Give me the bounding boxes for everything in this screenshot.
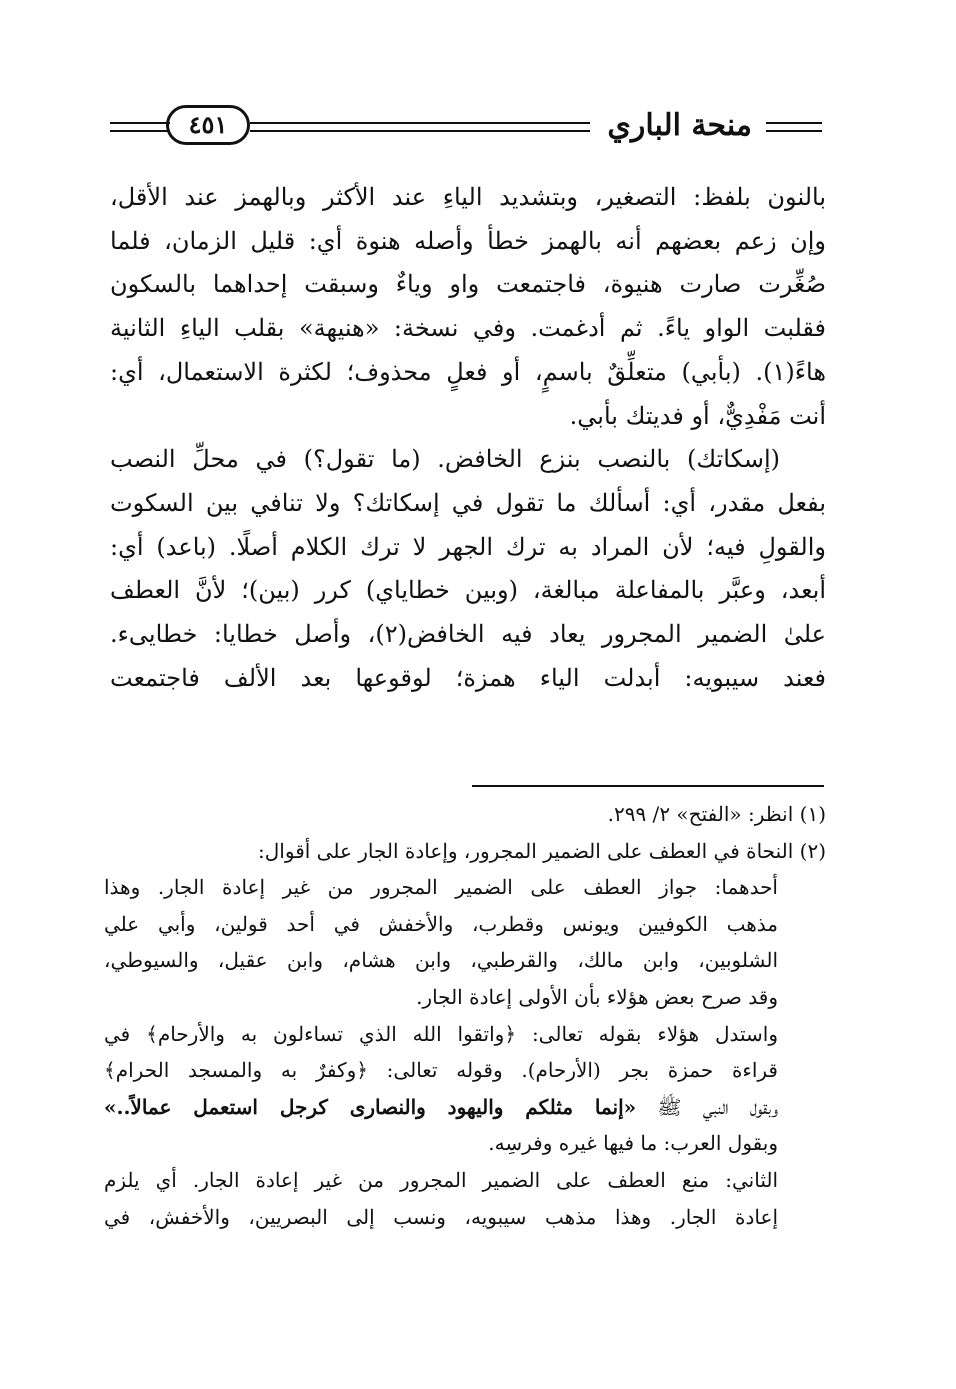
footnote-line: وبقول العرب: ما فيها غيره وفرسِه. [488,1131,778,1156]
body-line: فعند سيبويه: أبدلت الياء همزة؛ لوقوعها بعد الألف فاجتمعت [110,663,826,692]
header-rule-right [766,122,822,132]
hadith-prefix: وبقول النبي ﷺ [657,1094,779,1119]
body-line: صُغِّرت صارت هنيوة، فاجتمعت واو وياءٌ وسبقت إحداهما بالسكون [110,270,826,299]
footnote-line: قراءة حمزة بجر (الأرحام). وقوله تعالى: ﴿وكفرٌ به والمسجد الحرام﴾ [104,1058,778,1083]
footnote-line: الشلوبين، وابن مالك، والقرطبي، وابن هشام، وابن عقيل، والسيوطي، [104,948,778,973]
header-rule-middle [250,122,590,132]
page-number: ٤٥١ [166,105,250,145]
footnote-1: (١) انظر: «الفتح» ٢/ ٢٩٩. [607,802,826,826]
footnotes [104,796,826,1235]
footnote-line: مذهب الكوفيين ويونس وقطرب، والأخفش في أحد قولين، وأبي علي [104,911,778,936]
header-rule-left [110,122,170,132]
footnote-2-heading: (٢) النحاة في العطف على الضمير المجرور، وإعادة الجار على أقوال: [258,838,826,863]
hadith-text: «إنما مثلكم واليهود والنصارى كرجل استعمل عمالاً..» [104,1094,637,1119]
body-line: علىٰ الضمير المجرور يعاد فيه الخافض(٢)، وأصل خطايا: خطايىء. [110,620,826,649]
body-line: أبعد، وعبَّر بالمفاعلة مبالغة، (وبين خطاياي) كرر (بين)؛ لأنَّ العطف [110,576,826,605]
page-header [110,100,822,160]
body-line: والقولِ فيه؛ لأن المراد به ترك الجهر لا ترك الكلام أصلًا. (باعد) أي: [110,532,826,561]
body-line: وإن زعم بعضهم أنه بالهمز خطأ وأصله هنوة أي: قليل الزمان، فلما [110,226,826,255]
body-line: هاءً(١). (بأبي) متعلِّقٌ باسمٍ، أو فعلٍ محذوف؛ لكثرة الاستعمال، أي: [110,357,826,386]
footnote-line: الثاني: منع العطف على الضمير المجرور من غير إعادة الجار. أي يلزم [104,1167,779,1192]
footnote-hadith-line [104,1089,778,1126]
body-line: فقلبت الواو ياءً. ثم أدغمت. وفي نسخة: «هنيهة» بقلب الياءِ الثانية [110,314,826,343]
body-line: بالنون بلفظ: التصغير، وبتشديد الياءِ عند الأكثر وبالهمز عند الأقل، [110,183,826,211]
footnote-line: وقد صرح بعض هؤلاء بأن الأولى إعادة الجار. [416,984,778,1009]
body-line: بفعل مقدر، أي: أسألك ما تقول في إسكاتك؟ ولا تنافي بين السكوت [110,488,826,517]
footnote-line: أحدهما: جواز العطف على الضمير المجرور من غير إعادة الجار. وهذا [104,875,778,900]
main-text [110,176,826,700]
body-line: أنت مَفْدِيٌّ، أو فديتك بأبي. [569,401,826,430]
footnote-line: إعادة الجار. وهذا مذهب سيبويه، ونسب إلى البصريين، والأخفش، في [104,1204,778,1229]
book-title: منحة الباري [607,108,752,143]
footnote-separator [472,785,824,787]
body-line: (إسكاتك) بالنصب بنزع الخافض. (ما تقول؟) في محلِّ النصب [110,445,780,474]
footnote-line: واستدل هؤلاء بقوله تعالى: ﴿واتقوا الله الذي تساءلون به والأرحام﴾ في [104,1021,778,1046]
